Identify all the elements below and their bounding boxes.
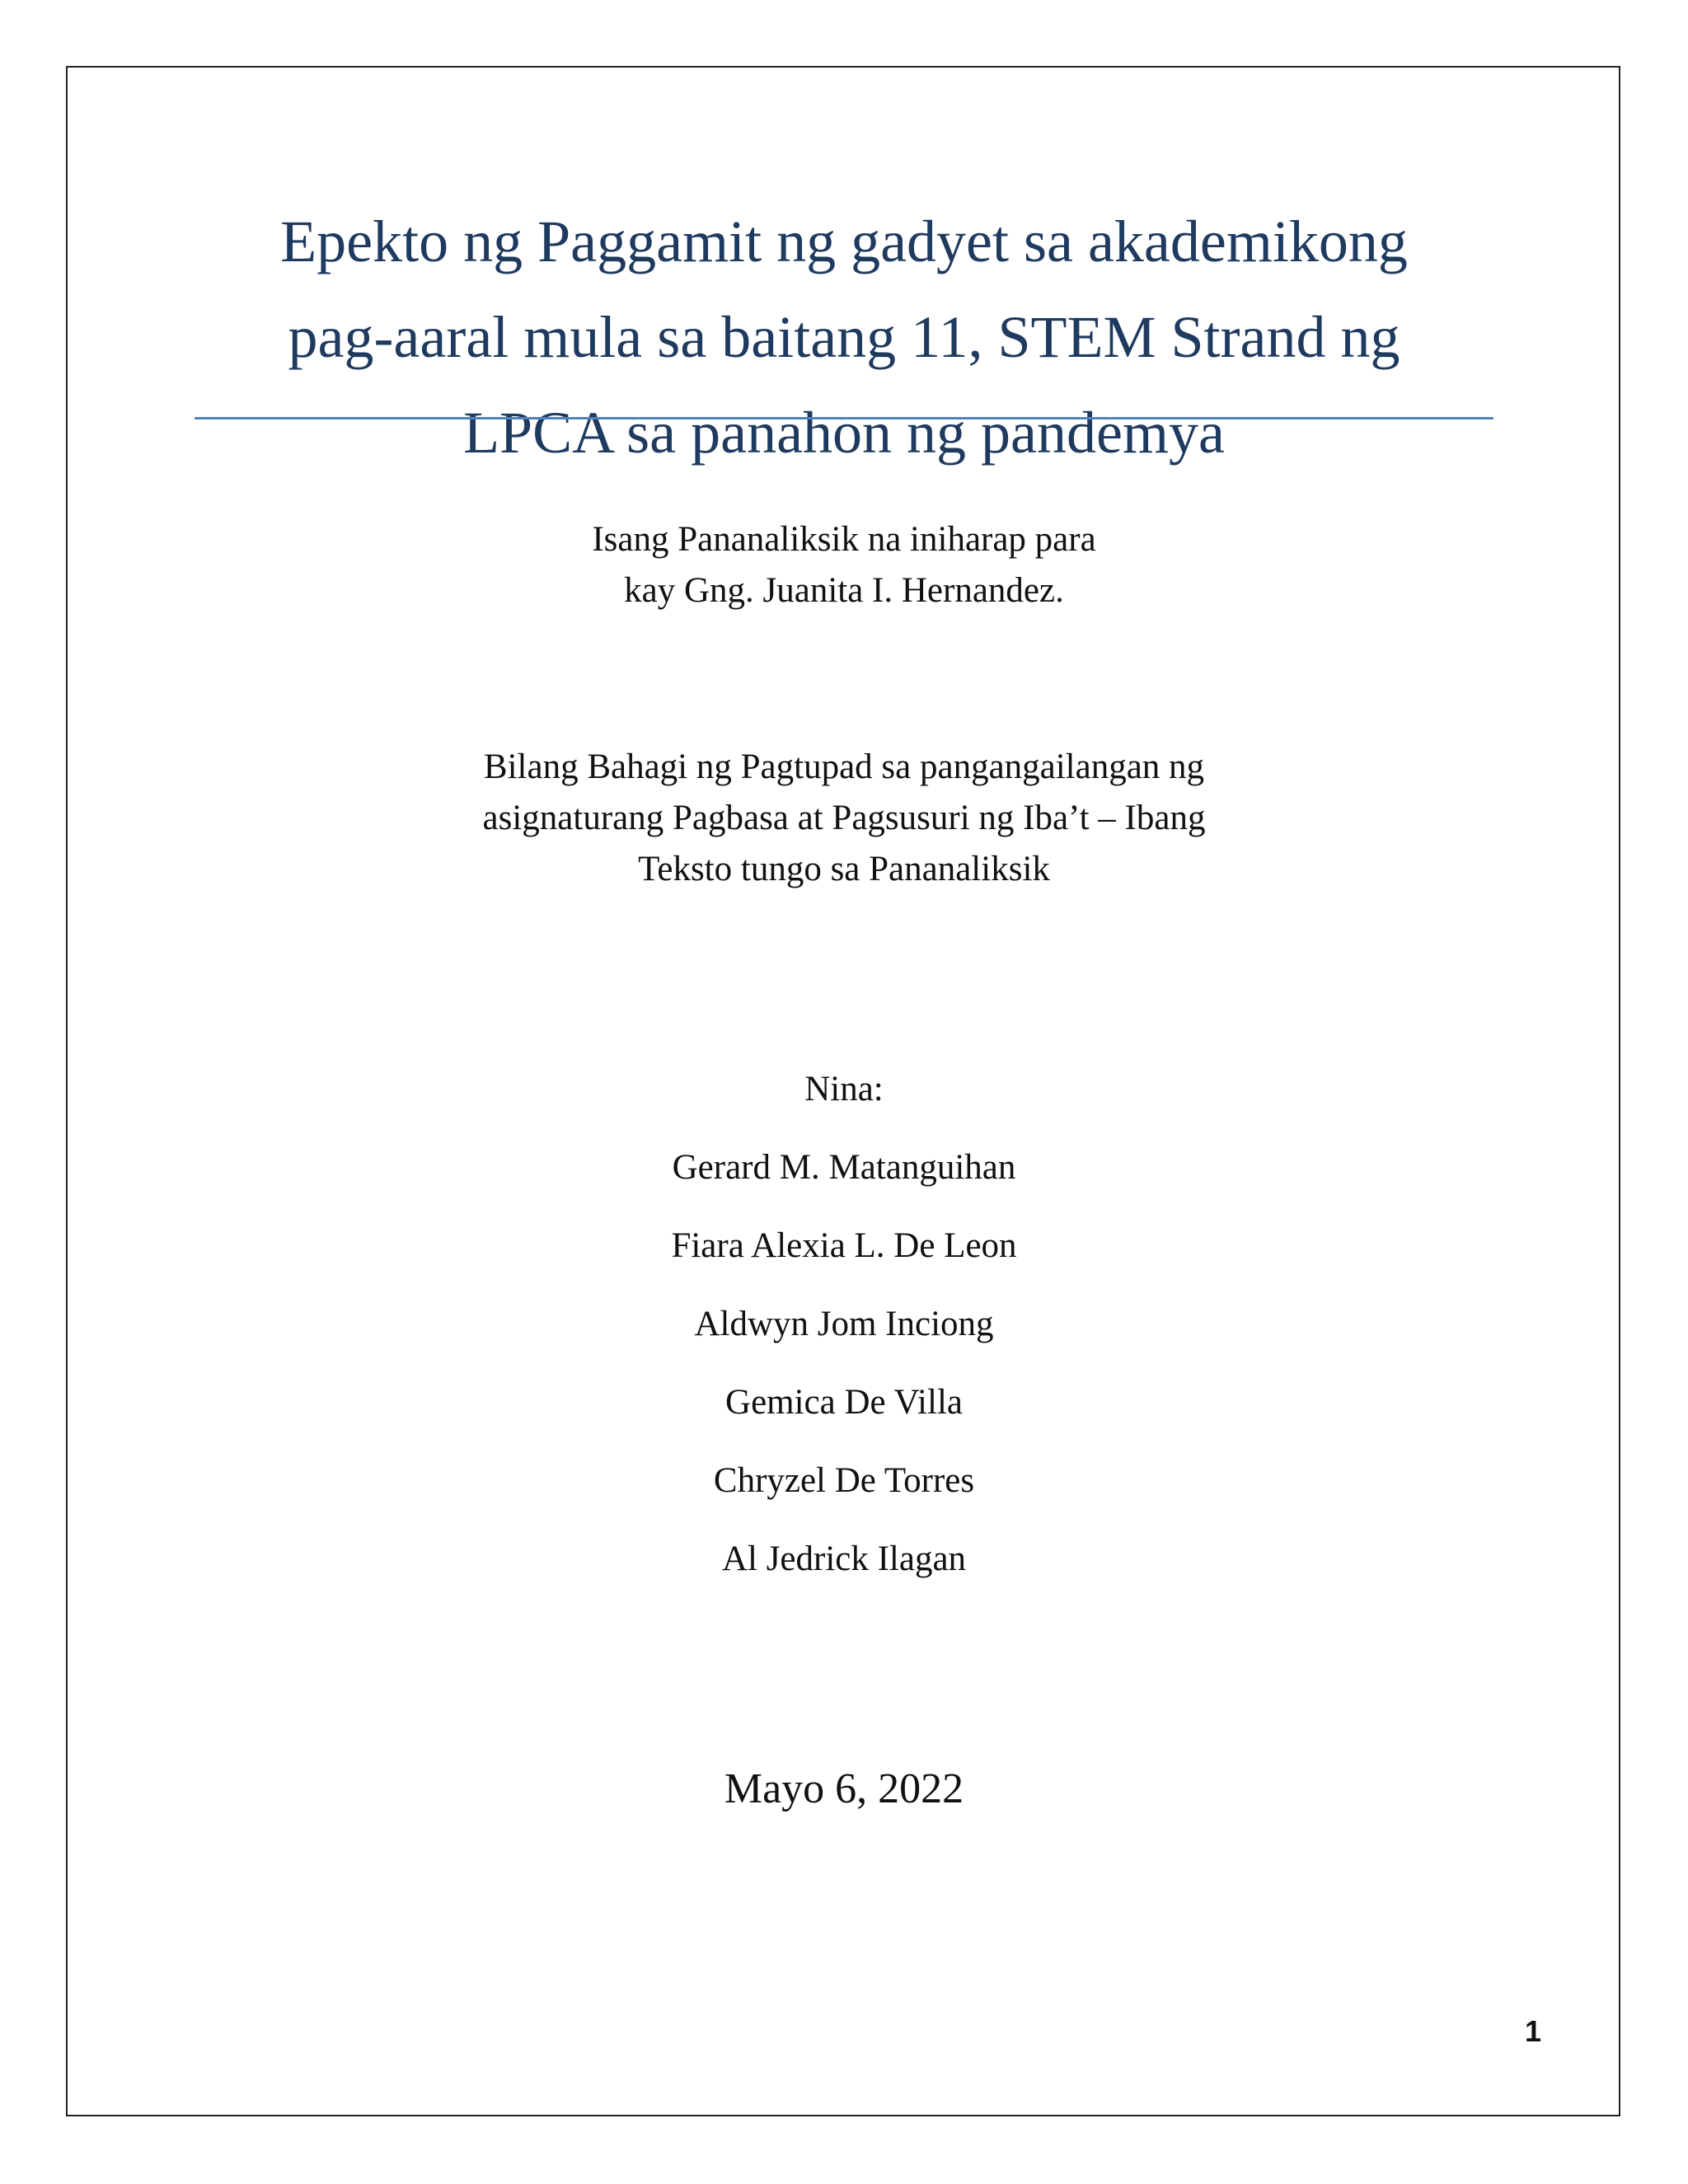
fulfillment-line: asignaturang Pagbasa at Pagsusuri ng Iba’t – Ibang bbox=[482, 799, 1206, 837]
author-name: Gemica De Villa bbox=[725, 1383, 963, 1422]
presentation-line: Isang Pananaliksik na iniharap para bbox=[592, 520, 1096, 559]
author-name: Gerard M. Matanguihan bbox=[672, 1148, 1016, 1187]
title-line: LPCA sa panahon ng pandemya bbox=[463, 400, 1225, 466]
author-name: Fiara Alexia L. De Leon bbox=[671, 1226, 1017, 1265]
authors-label: Nina: bbox=[804, 1070, 884, 1108]
title-divider bbox=[195, 417, 1493, 419]
title-line: Epekto ng Paggamit ng gadyet sa akademikong bbox=[280, 209, 1408, 274]
author-name: Al Jedrick Ilagan bbox=[721, 1540, 967, 1578]
fulfillment-statement bbox=[0, 742, 1688, 895]
presentation-statement bbox=[0, 514, 1688, 616]
fulfillment-line: Teksto tungo sa Pananaliksik bbox=[638, 850, 1050, 888]
document-date: Mayo 6, 2022 bbox=[724, 1765, 964, 1812]
title-line: pag-aaral mula sa baitang 11, STEM Strand ng bbox=[288, 304, 1400, 370]
presentation-line: kay Gng. Juanita I. Hernandez. bbox=[624, 571, 1064, 610]
author-list bbox=[0, 1050, 1688, 1598]
page-number: 1 bbox=[1524, 2014, 1542, 2048]
author-name: Aldwyn Jom Inciong bbox=[694, 1305, 994, 1343]
fulfillment-line: Bilang Bahagi ng Pagtupad sa pangangailangan ng bbox=[483, 748, 1205, 786]
author-name: Chryzel De Torres bbox=[713, 1461, 975, 1500]
document-title bbox=[195, 194, 1493, 480]
